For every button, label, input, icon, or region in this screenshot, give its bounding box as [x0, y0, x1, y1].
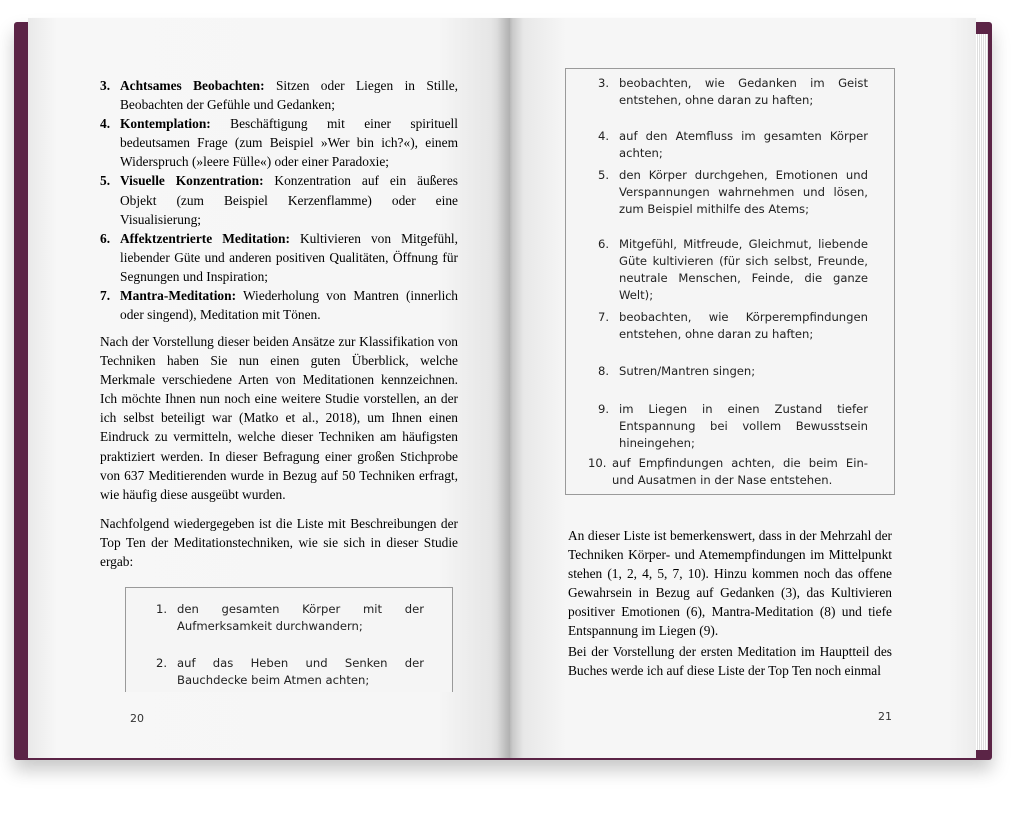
page-number-right: 21 [878, 710, 892, 723]
body-paragraph: Nachfolgend wiedergegeben ist die Liste mit Beschreibungen der Top Ten der Meditationstechniken, wie sie sich in dieser Studie ergab: [100, 516, 458, 570]
box-item [598, 309, 868, 343]
box-item [156, 655, 424, 689]
box-item-number: 2. [156, 656, 168, 670]
box-item-text: den Körper durchgehen, Emotionen und Verspannungen wahrnehmen und lösen, zum Beispiel mithilfe des Atems; [619, 168, 868, 216]
technique-item [100, 76, 458, 114]
item-term: Mantra-Meditation: [120, 288, 237, 304]
box-item-text: Sutren/Mantren singen; [619, 364, 756, 378]
technique-item [100, 286, 458, 324]
box-item [598, 75, 868, 109]
box-item-number: 4. [598, 129, 610, 143]
body-paragraph: Nach der Vorstellung dieser beiden Ansätze zur Klassifikation von Techniken haben Sie nun einen guten Überblick, welche Merkmale verschiedene Arten von Meditationen kennzeichnen. Ich möchte Ihnen nun noch eine weitere Studie vorstellen, an der ich selbst beteiligt war (Matko et al., 2018), um Ihnen einen Eindruck zu vermitteln, welche dieser Techniken am häufigsten praktiziert werden. In dieser Befragung einer großen Stichprobe von 637 Meditierenden wurde in Bezug auf 50 Techniken erfragt, wie häufig diese ausgeübt wurden. [100, 334, 458, 502]
item-number: 3. [100, 78, 111, 93]
body-paragraph: An dieser Liste ist bemerkenswert, dass in der Mehrzahl der Techniken Körper- und Atemempfindungen im Mittelpunkt stehen (1, 2, 4, 5, 7, 10). Hinzu kommen noch das offene Gewahrsein in Bezug auf Gedanken (3), das Kultivieren positiver Emotionen (6), Mantra-Meditation (8) und tiefe Entspannung im Liegen (9). [568, 528, 892, 639]
top-ten-box-part1 [125, 587, 453, 692]
item-term: Kontemplation: [120, 116, 211, 132]
box-item-number: 9. [598, 402, 610, 416]
box-item-text: beobachten, wie Körperempfindungen entstehen, ohne daran zu haften; [619, 310, 868, 341]
box-item [598, 363, 868, 380]
box-item-text: auf den Atemfluss im gesamten Körper achten; [619, 129, 868, 160]
box-item [156, 601, 424, 635]
box-item-number: 7. [598, 310, 610, 324]
box-item [598, 236, 868, 304]
top-ten-box-part2 [565, 68, 895, 495]
technique-item [100, 114, 458, 171]
technique-item [100, 171, 458, 228]
technique-item [100, 229, 458, 286]
box-item-text: den gesamten Körper mit der Aufmerksamkeit durchwandern; [177, 602, 424, 633]
box-item-text: auf das Heben und Senken der Bauchdecke beim Atmen achten; [177, 656, 424, 687]
body-paragraph: Bei der Vorstellung der ersten Meditation im Hauptteil des Buches werde ich auf diese Liste der Top Ten noch einmal [568, 644, 892, 679]
box-item-text: beobachten, wie Gedanken im Geist entstehen, ohne daran zu haften; [619, 76, 868, 107]
item-text: Beschäftigung mit einer spirituell bedeutsamen Frage (zum Beispiel »Wer bin ich?«), einem Widerspruch (»leere Fülle«) oder einer Paradoxie; [120, 116, 458, 170]
page-number-left: 20 [130, 712, 144, 725]
item-text: Kultivieren von Mitgefühl, liebender Güte und anderen positiven Qualitäten, Öffnung für Segnungen und Inspiration; [120, 230, 458, 284]
box-item-number: 5. [598, 168, 610, 182]
box-item [598, 401, 868, 452]
item-number: 5. [100, 173, 111, 189]
box-item-text: Mitgefühl, Mitfreude, Gleichmut, liebende Güte kultivieren (für sich selbst, Freunde, neutrale Menschen, Feinde, die ganze Welt); [619, 237, 868, 302]
box-item-number: 1. [156, 602, 168, 616]
item-number: 6. [100, 230, 111, 246]
box-item-number: 6. [598, 237, 610, 251]
item-number: 7. [100, 288, 111, 304]
box-item-text: auf Empfindungen achten, die beim Ein- und Ausatmen in der Nase entstehen. [612, 456, 868, 487]
technique-list [100, 76, 458, 324]
item-term: Visuelle Konzentration: [120, 173, 264, 189]
item-term: Affektzentrierte Meditation: [120, 230, 290, 246]
page-edges [974, 34, 988, 750]
box-item [598, 128, 868, 162]
item-text: Konzentration auf ein äußeres Objekt (zum Beispiel Kerzenflamme) oder eine Visualisierung; [120, 173, 458, 227]
item-text: Sitzen oder Liegen in Stille, Beobachten der Gefühle und Gedanken; [120, 78, 458, 113]
box-item [598, 167, 868, 218]
item-term: Achtsames Beobachten: [120, 78, 265, 93]
box-item-number: 8. [598, 364, 610, 378]
box-item [588, 455, 868, 489]
item-number: 4. [100, 116, 111, 132]
item-text: Wiederholung von Mantren (innerlich oder singend), Meditation mit Tönen. [120, 288, 458, 323]
box-item-number: 10. [588, 456, 607, 470]
box-item-text: im Liegen in einen Zustand tiefer Entspannung bei vollem Bewusstsein hineingehen; [619, 402, 868, 450]
box-item-number: 3. [598, 76, 610, 90]
spine-gutter [497, 18, 523, 758]
